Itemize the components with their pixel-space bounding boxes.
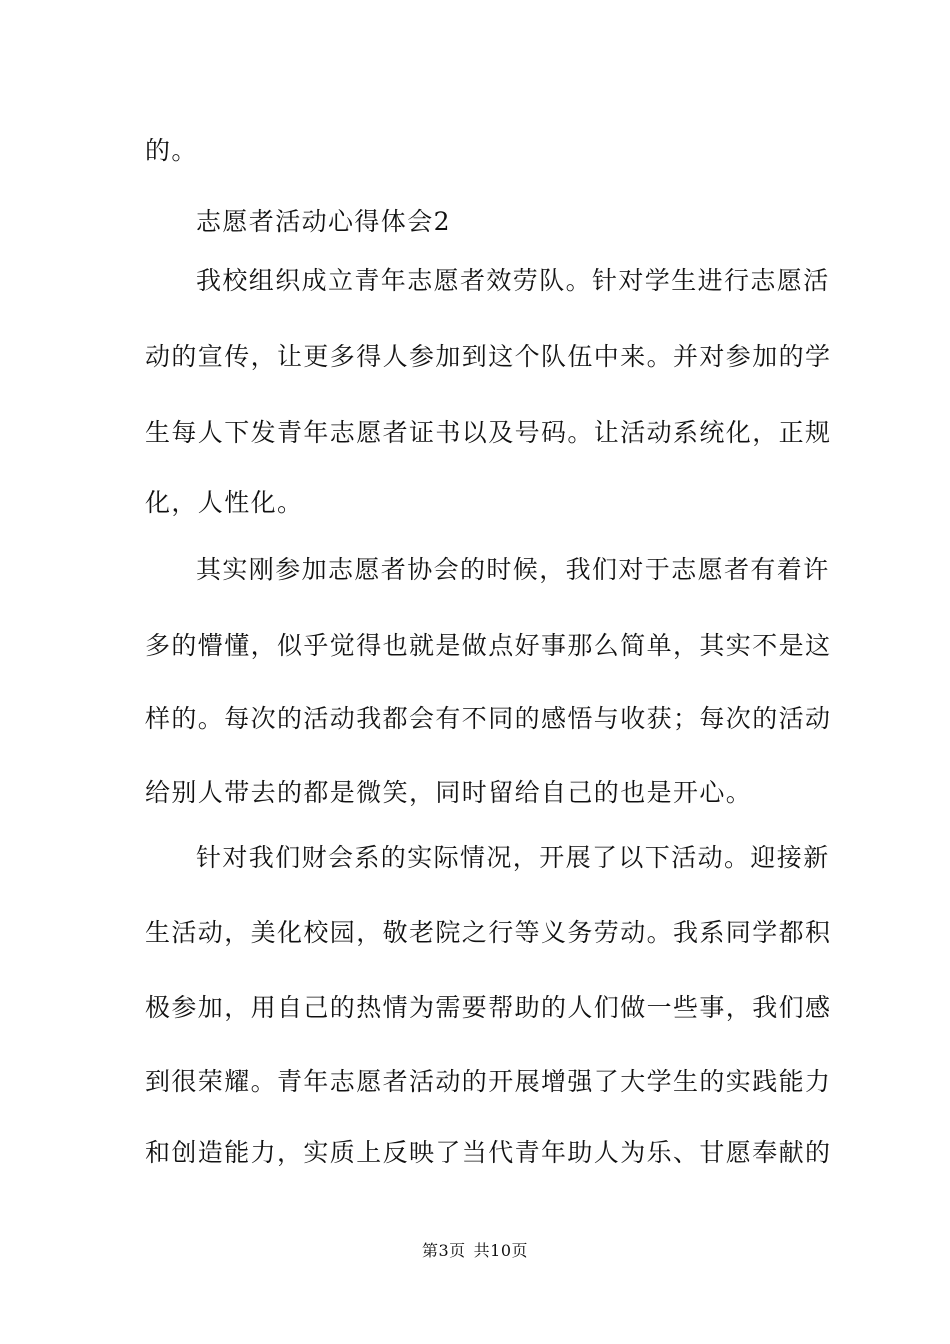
page-footer <box>0 1241 950 1261</box>
text-line: 和创造能力，实质上反映了当代青年助人为乐、甘愿奉献的 <box>145 1138 832 1167</box>
text-line: 到很荣耀。青年志愿者活动的开展增强了大学生的实践能力 <box>145 1067 832 1096</box>
text-line: 生活动，美化校园，敬老院之行等义务劳动。我系同学都积 <box>145 918 832 947</box>
text-line: 的。 <box>145 136 198 165</box>
text-line: 其实刚参加志愿者协会的时候，我们对于志愿者有着许 <box>196 555 830 584</box>
text-line: 化，人性化。 <box>145 488 304 517</box>
text-line: 针对我们财会系的实际情况，开展了以下活动。迎接新 <box>196 843 830 872</box>
text-line: 给别人带去的都是微笑，同时留给自己的也是开心。 <box>145 778 753 807</box>
text-line: 极参加，用自己的热情为需要帮助的人们做一些事，我们感 <box>145 993 832 1022</box>
text-line: 生每人下发青年志愿者证书以及号码。让活动系统化，正规 <box>145 418 832 447</box>
text-line: 多的懵懂，似乎觉得也就是做点好事那么简单，其实不是这 <box>145 631 832 660</box>
text-line: 动的宣传，让更多得人参加到这个队伍中来。并对参加的学 <box>145 342 832 371</box>
text-line: 我校组织成立青年志愿者效劳队。针对学生进行志愿活 <box>196 266 830 295</box>
total-page-count: 共10页 <box>473 1241 529 1260</box>
current-page-number: 第3页 <box>421 1241 466 1260</box>
section-heading: 志愿者活动心得体会2 <box>196 207 451 236</box>
text-line: 样的。每次的活动我都会有不同的感悟与收获；每次的活动 <box>145 704 832 733</box>
